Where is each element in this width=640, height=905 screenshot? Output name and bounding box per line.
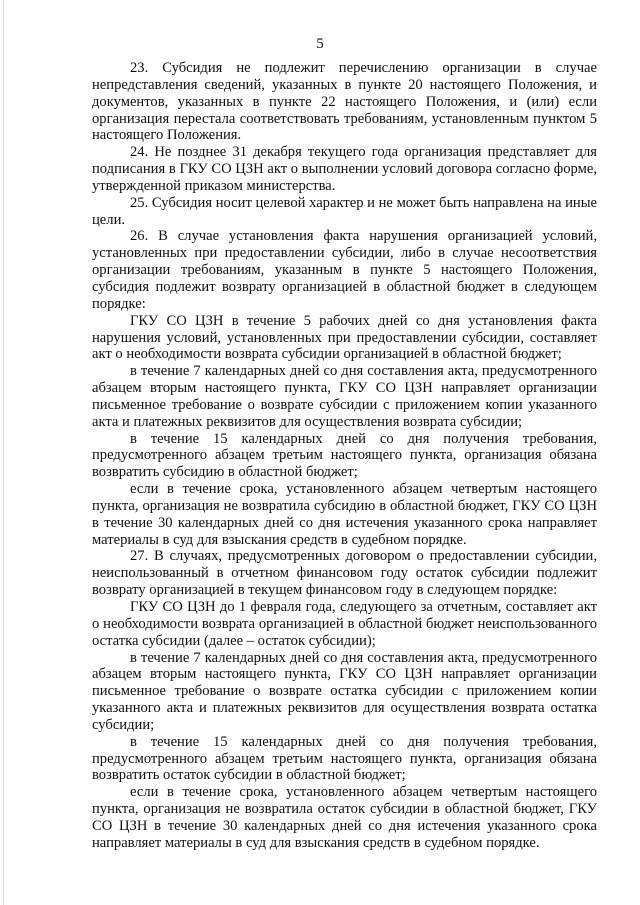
paragraph-27-abzac-4: в течение 15 календарных дней со дня получения требования, предусмотренного абзацем третьим настоящего пункта, организация обязана возвратить остаток субсидии в областной бюджет; xyxy=(92,733,597,784)
paragraph-26-abzac-2: ГКУ СО ЦЗН в течение 5 рабочих дней со дня установления факта нарушения условий, установленных при предоставлении субсидии, составляет акт о необходимости возврата субсидии организацией в областной бюджет; xyxy=(92,312,597,363)
paragraph-27-abzac-3: в течение 7 календарных дней со дня составления акта, предусмотренного абзацем вторым настоящего пункта, ГКУ СО ЦЗН направляет организации письменное требование о возврате остатка субсидии с приложением копии указанного акта и платежных реквизитов для осуществления возврата остатка субсидии; xyxy=(92,649,597,733)
paragraph-25: 25. Субсидия носит целевой характер и не может быть направлена на иные цели. xyxy=(92,194,597,228)
page-number: 5 xyxy=(316,36,324,52)
document-body xyxy=(92,60,597,852)
paragraph-27-abzac-2: ГКУ СО ЦЗН до 1 февраля года, следующего за отчетным, составляет акт о необходимости возврата организацией в областной бюджет неиспользованного остатка субсидии (далее – остаток субсидии); xyxy=(92,599,597,649)
scan-edge-line xyxy=(3,0,4,905)
paragraph-24: 24. Не позднее 31 декабря текущего года организация представляет для подписания в ГКУ СО ЦЗН акт о выполнении условий договора согласно форме, утвержденной приказом министерства. xyxy=(92,144,597,194)
paragraph-27-abzac-5: если в течение срока, установленного абзацем четвертым настоящего пункта, организация не возвратила остаток субсидии в областной бюджет, ГКУ СО ЦЗН в течение 30 календарных дней со дня истечения указанного срока направляет материалы в суд для взыскания средств в судебном порядке. xyxy=(92,784,597,851)
paragraph-26: 26. В случае установления факта нарушения организацией условий, установленных при предоставлении субсидии, либо в случае несоответствия организации требованиям, указанным в пункте 5 настоящего Положения, субсидия подлежит возврату организацией в областной бюджет в следующем порядке: xyxy=(92,228,597,312)
paragraph-26-abzac-5: если в течение срока, установленного абзацем четвертым настоящего пункта, организация не возвратила субсидию в областной бюджет, ГКУ СО ЦЗН в течение 30 календарных дней со дня истечения указанного срока направляет материалы в суд для взыскания средств в судебном порядке. xyxy=(92,481,597,548)
paragraph-26-abzac-3: в течение 7 календарных дней со дня составления акта, предусмотренного абзацем вторым настоящего пункта, ГКУ СО ЦЗН направляет организации письменное требование о возврате субсидии с приложением копии указанного акта и платежных реквизитов для осуществления возврата субсидии; xyxy=(92,363,597,430)
paragraph-26-abzac-4: в течение 15 календарных дней со дня получения требования, предусмотренного абзацем третьим настоящего пункта, организация обязана возвратить субсидию в областной бюджет; xyxy=(92,430,597,481)
paragraph-27: 27. В случаях, предусмотренных договором о предоставлении субсидии, неиспользованный в отчетном финансовом году остаток субсидии подлежит возврату организацией в текущем финансовом году в следующем порядке: xyxy=(92,548,597,599)
paragraph-23: 23. Субсидия не подлежит перечислению организации в случае непредставления сведений, указанных в пункте 20 настоящего Положения, и документов, указанных в пункте 22 настоящего Положения, и (или) если организация перестала соответствовать требованиям, установленным пунктом 5 настоящего Положения. xyxy=(92,60,597,144)
